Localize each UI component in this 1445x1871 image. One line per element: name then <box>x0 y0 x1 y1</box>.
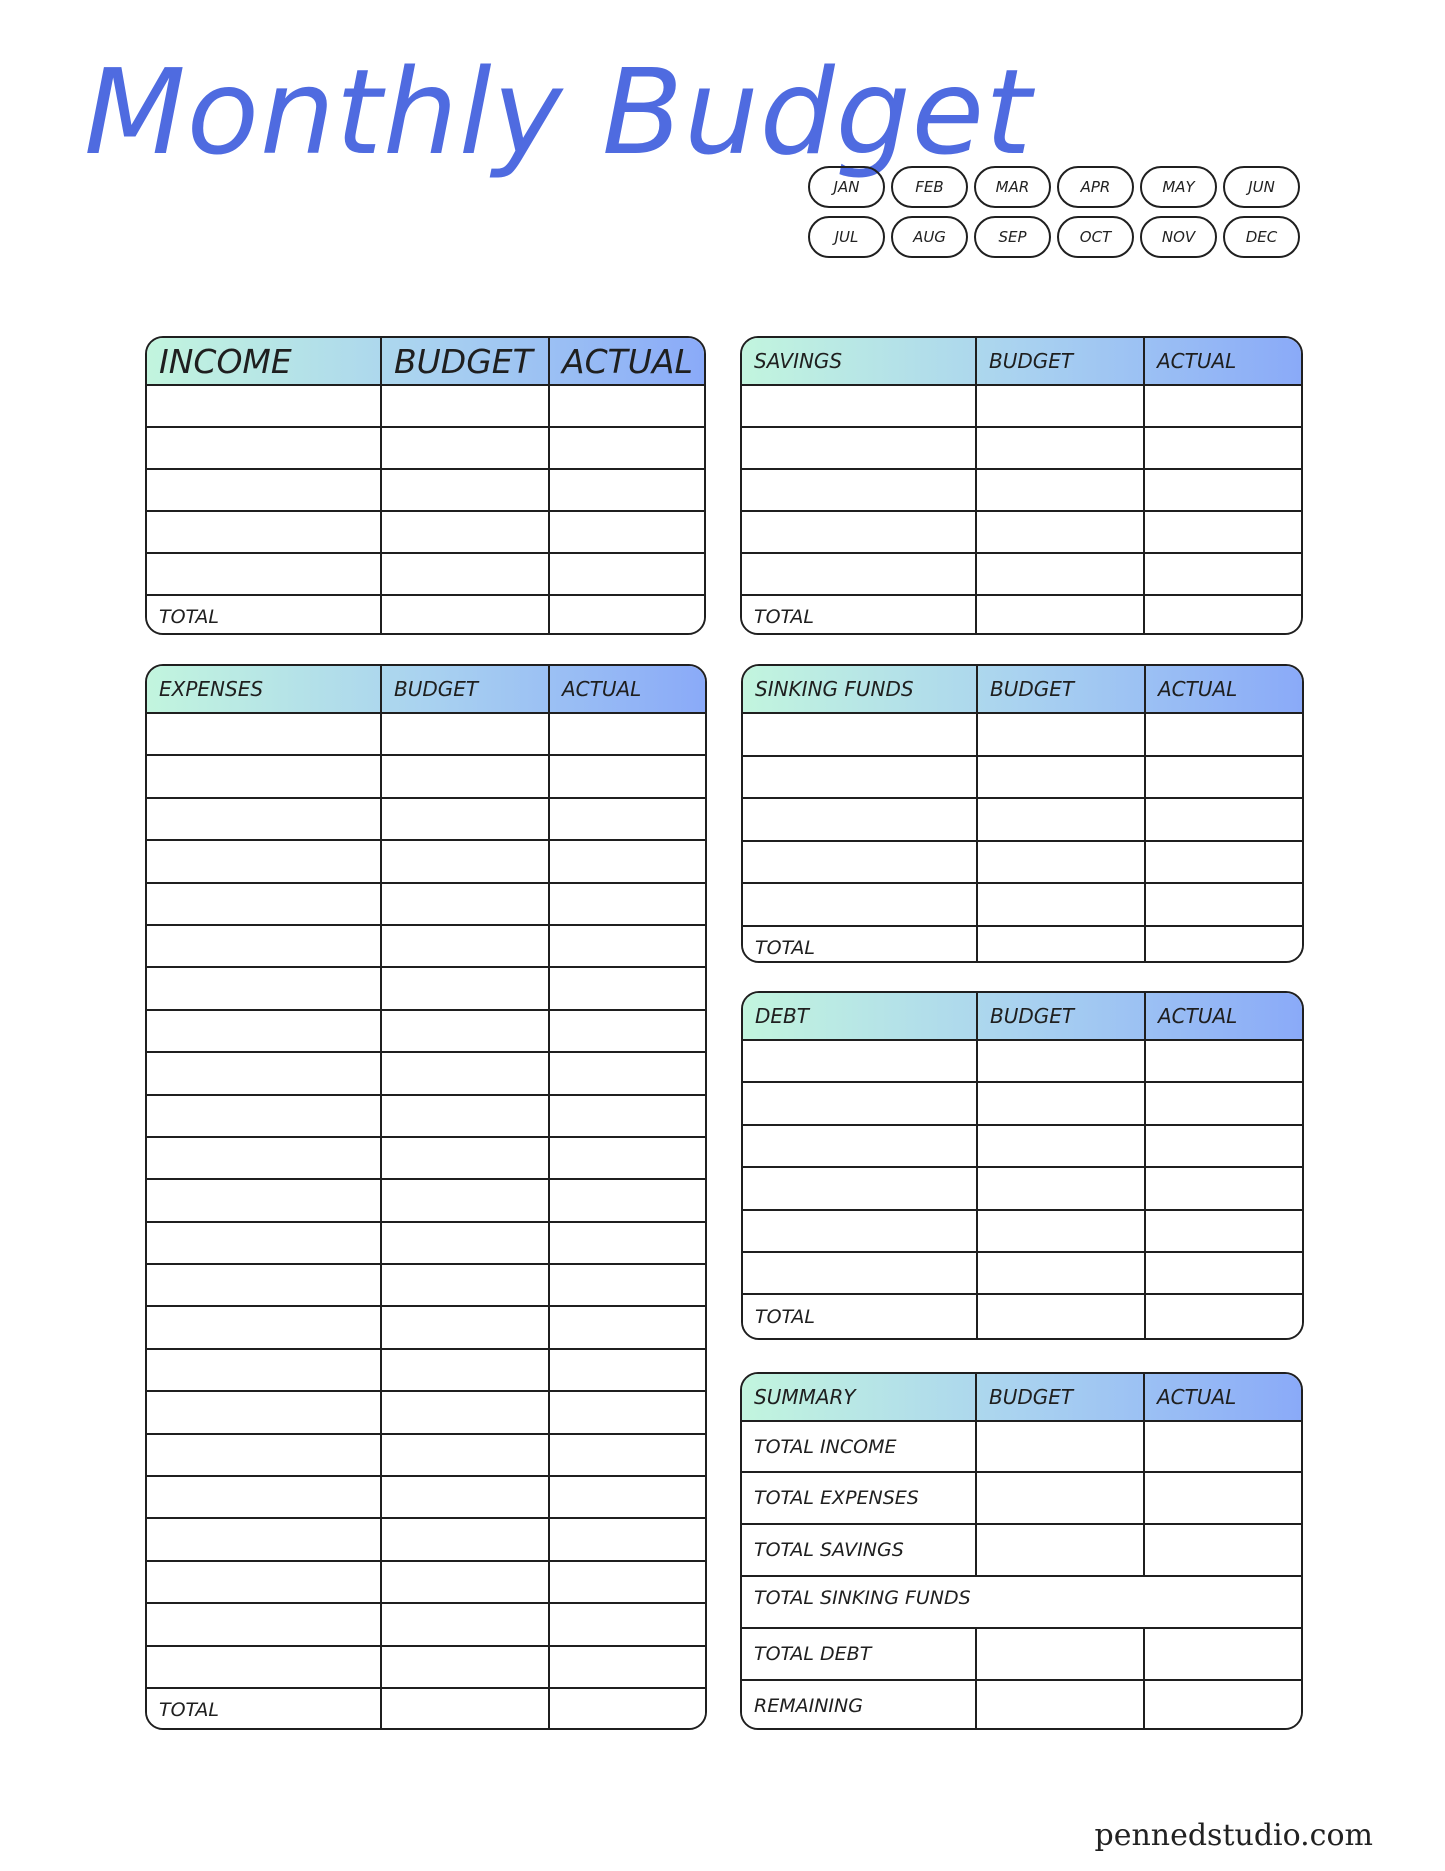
savings-row <box>742 512 1301 554</box>
month-jan[interactable]: JAN <box>808 166 885 208</box>
debt-total-label: TOTAL <box>755 1305 816 1328</box>
expenses-budget-cell[interactable] <box>380 1096 548 1136</box>
income-row <box>147 428 704 470</box>
summary-budget-cell[interactable] <box>975 1681 1143 1730</box>
sinking-funds-header-budget: BUDGET <box>976 666 1144 712</box>
sinking-funds-header-label: SINKING FUNDS <box>755 677 914 701</box>
expenses-actual-cell[interactable] <box>548 756 705 796</box>
expenses-item-cell[interactable] <box>147 1223 380 1263</box>
summary-header-budget: BUDGET <box>975 1374 1143 1420</box>
expenses-row <box>147 1562 705 1604</box>
debt-budget-cell[interactable] <box>976 1126 1144 1166</box>
page-title: Monthly Budget <box>84 43 1033 181</box>
expenses-row <box>147 1265 705 1307</box>
sinking-total-row <box>743 927 1302 964</box>
expenses-budget-cell[interactable] <box>380 1435 548 1475</box>
sinking-row <box>743 884 1302 927</box>
savings-header <box>742 338 1301 386</box>
expenses-item-cell[interactable] <box>147 1180 380 1220</box>
expenses-row <box>147 799 705 841</box>
summary-header-label: SUMMARY <box>754 1385 856 1409</box>
sinking-item-cell[interactable] <box>743 757 976 798</box>
debt-header <box>743 993 1302 1041</box>
debt-actual-cell[interactable] <box>1144 1211 1302 1251</box>
sinking-actual-cell[interactable] <box>1144 799 1302 840</box>
expenses-item-cell[interactable] <box>147 968 380 1008</box>
month-oct[interactable]: OCT <box>1057 216 1134 258</box>
income-total-row <box>147 596 704 635</box>
expenses-row <box>147 1011 705 1053</box>
summary-row-total-debt <box>742 1629 1301 1681</box>
expenses-actual-cell[interactable] <box>548 841 705 881</box>
expenses-item-cell[interactable] <box>147 1096 380 1136</box>
expenses-item-cell[interactable] <box>147 1604 380 1644</box>
expenses-total-label: TOTAL <box>159 1699 220 1722</box>
month-mar[interactable]: MAR <box>974 166 1051 208</box>
savings-budget-cell[interactable] <box>975 512 1143 552</box>
expenses-budget-cell[interactable] <box>380 1011 548 1051</box>
expenses-actual-cell[interactable] <box>548 1477 705 1517</box>
savings-item-cell[interactable] <box>742 470 975 510</box>
summary-actual-cell[interactable] <box>1143 1422 1301 1471</box>
expenses-actual-cell[interactable] <box>548 1265 705 1305</box>
income-budget-cell[interactable] <box>380 554 548 594</box>
expenses-header <box>147 666 705 714</box>
summary-label: TOTAL INCOME <box>754 1435 897 1458</box>
savings-budget-cell[interactable] <box>975 596 1143 635</box>
debt-actual-cell[interactable] <box>1144 1041 1302 1081</box>
income-actual-cell[interactable] <box>548 428 704 468</box>
expenses-budget-cell[interactable] <box>380 1392 548 1432</box>
summary-budget-cell[interactable] <box>975 1473 1143 1523</box>
month-may[interactable]: MAY <box>1140 166 1217 208</box>
income-body <box>147 386 704 635</box>
summary-budget-cell[interactable] <box>975 1422 1143 1471</box>
income-total-label: TOTAL <box>159 606 220 628</box>
expenses-item-cell[interactable] <box>147 1435 380 1475</box>
debt-actual-cell[interactable] <box>1144 1083 1302 1123</box>
expenses-actual-cell[interactable] <box>548 1350 705 1390</box>
summary-row-remaining <box>742 1681 1301 1730</box>
expenses-budget-cell[interactable] <box>380 756 548 796</box>
summary-label: TOTAL DEBT <box>754 1643 872 1665</box>
summary-header-actual: ACTUAL <box>1143 1374 1301 1420</box>
expenses-item-cell[interactable] <box>147 884 380 924</box>
expenses-row <box>147 1053 705 1095</box>
expenses-actual-cell[interactable] <box>548 1435 705 1475</box>
savings-row <box>742 554 1301 596</box>
expenses-actual-cell[interactable] <box>548 714 705 754</box>
expenses-row <box>147 1435 705 1477</box>
savings-actual-cell[interactable] <box>1143 596 1301 635</box>
summary-actual-cell[interactable] <box>1143 1525 1301 1575</box>
expenses-item-cell[interactable] <box>147 756 380 796</box>
sinking-budget-cell[interactable] <box>976 799 1144 840</box>
expenses-budget-cell[interactable] <box>380 799 548 839</box>
expenses-item-cell[interactable] <box>147 926 380 966</box>
savings-row <box>742 428 1301 470</box>
summary-actual-cell[interactable] <box>1143 1629 1301 1679</box>
expenses-budget-cell[interactable] <box>380 1519 548 1559</box>
expenses-actual-cell[interactable] <box>548 1011 705 1051</box>
debt-budget-cell[interactable] <box>976 1295 1144 1337</box>
expenses-actual-cell[interactable] <box>548 1604 705 1644</box>
savings-actual-cell[interactable] <box>1143 512 1301 552</box>
expenses-budget-cell[interactable] <box>380 1138 548 1178</box>
summary-header <box>742 1374 1301 1422</box>
sinking-actual-cell[interactable] <box>1144 757 1302 798</box>
expenses-total-row <box>147 1689 705 1730</box>
debt-item-cell[interactable] <box>743 1126 976 1166</box>
sinking-funds-section <box>741 664 1304 963</box>
summary-actual-cell[interactable] <box>1143 1473 1301 1523</box>
expenses-row <box>147 1307 705 1349</box>
expenses-row <box>147 841 705 883</box>
expenses-actual-cell[interactable] <box>548 1138 705 1178</box>
expenses-budget-cell[interactable] <box>380 1223 548 1263</box>
sinking-funds-body <box>743 714 1302 963</box>
income-budget-cell[interactable] <box>380 386 548 426</box>
expenses-budget-cell[interactable] <box>380 714 548 754</box>
sinking-budget-cell[interactable] <box>976 842 1144 883</box>
income-actual-cell[interactable] <box>548 386 704 426</box>
expenses-budget-cell[interactable] <box>380 1562 548 1602</box>
income-budget-cell[interactable] <box>380 428 548 468</box>
expenses-budget-cell[interactable] <box>380 1647 548 1687</box>
expenses-actual-cell[interactable] <box>548 1053 705 1093</box>
sinking-budget-cell[interactable] <box>976 714 1144 755</box>
income-item-cell[interactable] <box>147 512 380 552</box>
savings-budget-cell[interactable] <box>975 386 1143 426</box>
debt-item-cell[interactable] <box>743 1211 976 1251</box>
month-dec[interactable]: DEC <box>1223 216 1300 258</box>
month-nov[interactable]: NOV <box>1140 216 1217 258</box>
savings-header-actual: ACTUAL <box>1143 338 1301 384</box>
summary-budget-cell[interactable] <box>975 1525 1143 1575</box>
expenses-row <box>147 1477 705 1519</box>
savings-budget-cell[interactable] <box>975 470 1143 510</box>
savings-total-label: TOTAL <box>754 606 815 628</box>
debt-row <box>743 1083 1302 1125</box>
income-row <box>147 386 704 428</box>
savings-body <box>742 386 1301 635</box>
summary-budget-cell[interactable] <box>975 1629 1143 1679</box>
expenses-actual-cell[interactable] <box>548 968 705 1008</box>
income-actual-cell[interactable] <box>548 512 704 552</box>
debt-actual-cell[interactable] <box>1144 1126 1302 1166</box>
expenses-budget-cell[interactable] <box>380 841 548 881</box>
summary-body <box>742 1422 1301 1730</box>
debt-item-cell[interactable] <box>743 1253 976 1293</box>
debt-budget-cell[interactable] <box>976 1041 1144 1081</box>
expenses-item-cell[interactable] <box>147 714 380 754</box>
income-item-cell[interactable] <box>147 386 380 426</box>
expenses-item-cell[interactable] <box>147 841 380 881</box>
income-header <box>147 338 704 386</box>
expenses-actual-cell[interactable] <box>548 884 705 924</box>
debt-item-cell[interactable] <box>743 1083 976 1123</box>
expenses-row <box>147 884 705 926</box>
income-budget-cell[interactable] <box>380 512 548 552</box>
savings-header-label: SAVINGS <box>754 349 843 373</box>
expenses-item-cell[interactable] <box>147 1477 380 1517</box>
income-actual-cell[interactable] <box>548 596 704 635</box>
debt-actual-cell[interactable] <box>1144 1253 1302 1293</box>
summary-label: TOTAL SINKING FUNDS <box>754 1587 971 1609</box>
expenses-header-actual: ACTUAL <box>548 666 705 712</box>
expenses-row <box>147 1519 705 1561</box>
income-row <box>147 512 704 554</box>
expenses-actual-cell[interactable] <box>548 1096 705 1136</box>
sinking-actual-cell[interactable] <box>1144 927 1302 964</box>
expenses-actual-cell[interactable] <box>548 1180 705 1220</box>
expenses-actual-cell[interactable] <box>548 1392 705 1432</box>
savings-row <box>742 386 1301 428</box>
debt-row <box>743 1211 1302 1253</box>
debt-budget-cell[interactable] <box>976 1083 1144 1123</box>
savings-row <box>742 470 1301 512</box>
expenses-budget-cell[interactable] <box>380 926 548 966</box>
expenses-budget-cell[interactable] <box>380 1307 548 1347</box>
sinking-funds-header-actual: ACTUAL <box>1144 666 1302 712</box>
expenses-budget-cell[interactable] <box>380 1265 548 1305</box>
savings-header-budget: BUDGET <box>975 338 1143 384</box>
month-jun[interactable]: JUN <box>1223 166 1300 208</box>
savings-budget-cell[interactable] <box>975 554 1143 594</box>
expenses-body <box>147 714 705 1730</box>
savings-total-row <box>742 596 1301 635</box>
summary-label: TOTAL SAVINGS <box>754 1539 904 1561</box>
debt-header-budget: BUDGET <box>976 993 1144 1039</box>
debt-row <box>743 1253 1302 1295</box>
expenses-row <box>147 714 705 756</box>
expenses-row <box>147 1138 705 1180</box>
sinking-row <box>743 799 1302 842</box>
sinking-budget-cell[interactable] <box>976 757 1144 798</box>
sinking-item-cell[interactable] <box>743 884 976 925</box>
expenses-actual-cell[interactable] <box>548 1562 705 1602</box>
savings-actual-cell[interactable] <box>1143 428 1301 468</box>
debt-budget-cell[interactable] <box>976 1253 1144 1293</box>
debt-budget-cell[interactable] <box>976 1211 1144 1251</box>
savings-item-cell[interactable] <box>742 386 975 426</box>
expenses-row <box>147 1647 705 1689</box>
debt-section <box>741 991 1304 1340</box>
expenses-row <box>147 1604 705 1646</box>
expenses-budget-cell[interactable] <box>380 884 548 924</box>
summary-label: TOTAL EXPENSES <box>754 1487 919 1509</box>
expenses-row <box>147 968 705 1010</box>
expenses-item-cell[interactable] <box>147 1647 380 1687</box>
sinking-row <box>743 757 1302 800</box>
expenses-item-cell[interactable] <box>147 1138 380 1178</box>
debt-row <box>743 1041 1302 1083</box>
month-jul[interactable]: JUL <box>808 216 885 258</box>
sinking-total-label: TOTAL <box>755 936 816 959</box>
expenses-budget-cell[interactable] <box>380 1477 548 1517</box>
debt-header-label: DEBT <box>755 1004 809 1028</box>
debt-row <box>743 1168 1302 1210</box>
expenses-actual-cell[interactable] <box>548 1647 705 1687</box>
income-item-cell[interactable] <box>147 428 380 468</box>
expenses-row <box>147 1223 705 1265</box>
debt-actual-cell[interactable] <box>1144 1295 1302 1337</box>
debt-header-actual: ACTUAL <box>1144 993 1302 1039</box>
expenses-budget-cell[interactable] <box>380 1350 548 1390</box>
expenses-actual-cell[interactable] <box>548 1223 705 1263</box>
month-apr[interactable]: APR <box>1057 166 1134 208</box>
expenses-row <box>147 1180 705 1222</box>
expenses-actual-cell[interactable] <box>548 799 705 839</box>
expenses-item-cell[interactable] <box>147 1350 380 1390</box>
savings-item-cell[interactable] <box>742 512 975 552</box>
expenses-row <box>147 1096 705 1138</box>
summary-label: REMAINING <box>754 1694 863 1717</box>
sinking-actual-cell[interactable] <box>1144 884 1302 925</box>
sinking-actual-cell[interactable] <box>1144 714 1302 755</box>
expenses-item-cell[interactable] <box>147 1562 380 1602</box>
income-actual-cell[interactable] <box>548 470 704 510</box>
month-selector <box>808 166 1303 258</box>
expenses-actual-cell[interactable] <box>548 1519 705 1559</box>
expenses-item-cell[interactable] <box>147 1519 380 1559</box>
savings-item-cell[interactable] <box>742 428 975 468</box>
month-aug[interactable]: AUG <box>891 216 968 258</box>
debt-row <box>743 1126 1302 1168</box>
debt-budget-cell[interactable] <box>976 1168 1144 1208</box>
expenses-row <box>147 926 705 968</box>
income-section <box>145 336 706 635</box>
summary-row-total-expenses <box>742 1473 1301 1525</box>
expenses-row <box>147 1392 705 1434</box>
expenses-item-cell[interactable] <box>147 1011 380 1051</box>
debt-item-cell[interactable] <box>743 1041 976 1081</box>
income-header-label: INCOME <box>159 341 292 381</box>
sinking-budget-cell[interactable] <box>976 927 1144 964</box>
debt-actual-cell[interactable] <box>1144 1168 1302 1208</box>
expenses-item-cell[interactable] <box>147 1053 380 1093</box>
income-row <box>147 554 704 596</box>
expenses-budget-cell[interactable] <box>380 1689 548 1730</box>
expenses-budget-cell[interactable] <box>380 1053 548 1093</box>
savings-actual-cell[interactable] <box>1143 386 1301 426</box>
savings-section <box>740 336 1303 635</box>
sinking-actual-cell[interactable] <box>1144 842 1302 883</box>
income-actual-cell[interactable] <box>548 554 704 594</box>
expenses-item-cell[interactable] <box>147 1265 380 1305</box>
footer-brand: pennedstudio.com <box>1094 1818 1373 1853</box>
expenses-item-cell[interactable] <box>147 1307 380 1347</box>
month-sep[interactable]: SEP <box>974 216 1051 258</box>
expenses-item-cell[interactable] <box>147 1392 380 1432</box>
expenses-row <box>147 1350 705 1392</box>
summary-row-total-income <box>742 1422 1301 1473</box>
income-budget-cell[interactable] <box>380 470 548 510</box>
month-feb[interactable]: FEB <box>891 166 968 208</box>
income-header-actual: ACTUAL <box>548 338 704 384</box>
savings-actual-cell[interactable] <box>1143 554 1301 594</box>
expenses-actual-cell[interactable] <box>548 1307 705 1347</box>
sinking-budget-cell[interactable] <box>976 884 1144 925</box>
sinking-item-cell[interactable] <box>743 799 976 840</box>
savings-item-cell[interactable] <box>742 554 975 594</box>
debt-item-cell[interactable] <box>743 1168 976 1208</box>
sinking-item-cell[interactable] <box>743 714 976 755</box>
expenses-section <box>145 664 707 1730</box>
expenses-budget-cell[interactable] <box>380 1604 548 1644</box>
income-header-budget: BUDGET <box>380 338 548 384</box>
sinking-funds-header <box>743 666 1302 714</box>
sinking-item-cell[interactable] <box>743 842 976 883</box>
income-item-cell[interactable] <box>147 470 380 510</box>
summary-row-total-savings <box>742 1525 1301 1577</box>
expenses-header-budget: BUDGET <box>380 666 548 712</box>
savings-actual-cell[interactable] <box>1143 470 1301 510</box>
expenses-budget-cell[interactable] <box>380 1180 548 1220</box>
expenses-row <box>147 756 705 798</box>
income-row <box>147 470 704 512</box>
summary-actual-cell[interactable] <box>1143 1681 1301 1730</box>
savings-budget-cell[interactable] <box>975 428 1143 468</box>
expenses-item-cell[interactable] <box>147 799 380 839</box>
sinking-row <box>743 842 1302 885</box>
debt-body <box>743 1041 1302 1338</box>
summary-section <box>740 1372 1303 1730</box>
summary-row-total-sinking-funds <box>742 1577 1301 1629</box>
expenses-budget-cell[interactable] <box>380 968 548 1008</box>
expenses-actual-cell[interactable] <box>548 1689 705 1730</box>
income-item-cell[interactable] <box>147 554 380 594</box>
income-budget-cell[interactable] <box>380 596 548 635</box>
expenses-header-label: EXPENSES <box>159 677 264 701</box>
sinking-row <box>743 714 1302 757</box>
expenses-actual-cell[interactable] <box>548 926 705 966</box>
debt-total-row <box>743 1295 1302 1337</box>
